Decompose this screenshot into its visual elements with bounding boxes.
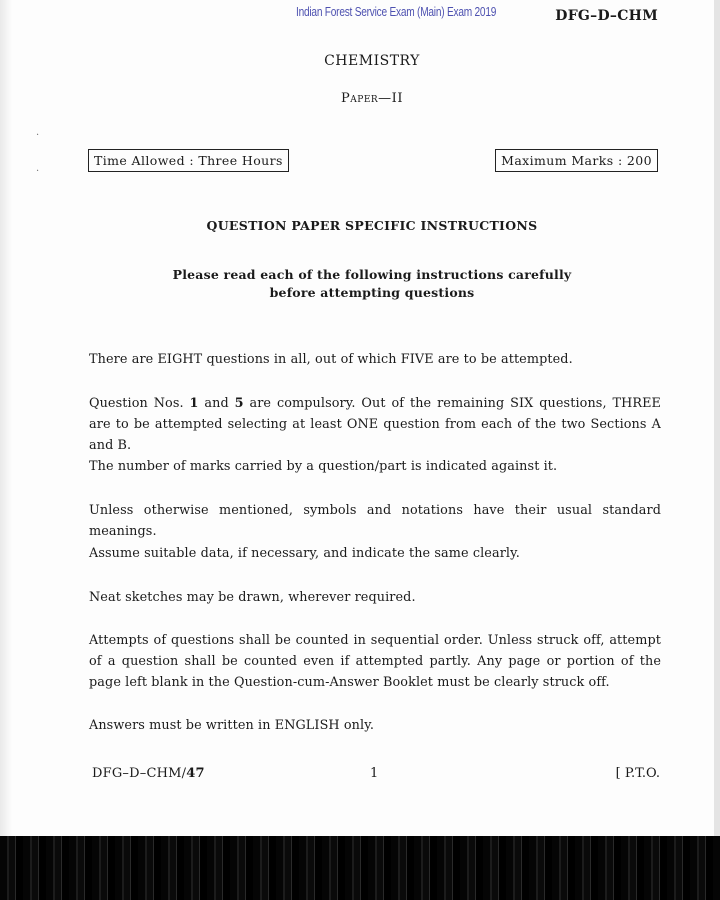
instruction-item-2	[89, 393, 661, 456]
footer-paper-code	[92, 766, 205, 781]
instruction-item-2-num2: 5	[234, 396, 244, 411]
instruction-item-7: Attempts of questions shall be counted in sequential order. Unless struck off, attempt of a question shall be counted even if attempted partly. Any page or portion of the page left blank in the Question-cum-Answer Booklet must be clearly struck off.	[89, 633, 661, 690]
maximum-marks-box: Maximum Marks : 200	[495, 149, 658, 172]
instruction-item-8: Answers must be written in ENGLISH only.	[89, 718, 374, 733]
footer-page-number: 1	[370, 766, 379, 781]
instruction-item-2-num1: 1	[189, 396, 199, 411]
instruction-item-2-and: and	[198, 396, 235, 411]
scan-specks: · ·	[36, 130, 40, 177]
instructions-heading: QUESTION PAPER SPECIFIC INSTRUCTIONS	[206, 218, 538, 233]
scan-bottom-band	[0, 836, 720, 900]
scan-edge-right	[714, 0, 720, 836]
instruction-item-5: Assume suitable data, if necessary, and indicate the same clearly.	[89, 546, 520, 561]
instruction-item-1: There are EIGHT questions in all, out of which FIVE are to be attempted.	[89, 352, 573, 367]
scan-edge-left	[0, 0, 12, 836]
paper-code-header: DFG–D–CHM	[555, 8, 658, 24]
instruction-item-3: The number of marks carried by a question/part is indicated against it.	[89, 459, 558, 474]
read-notice-line-1: Please read each of the following instructions carefully	[172, 267, 572, 282]
read-notice	[0, 266, 720, 302]
instruction-item-2-prefix: Question Nos.	[89, 396, 190, 411]
read-notice-line-2: before attempting questions	[269, 285, 475, 300]
footer-pto: [ P.T.O.	[615, 766, 660, 781]
footer-code-number: 47	[186, 766, 205, 781]
instruction-item-6: Neat sketches may be drawn, wherever required.	[89, 590, 416, 605]
paper-title: Paper—II	[341, 91, 403, 106]
instruction-item-4: Unless otherwise mentioned, symbols and notations have their usual standard meanings.	[89, 503, 661, 539]
time-allowed-box: Time Allowed : Three Hours	[88, 149, 289, 172]
footer-code-prefix: DFG–D–CHM/	[92, 766, 187, 781]
watermark-stamp: Indian Forest Service Exam (Main) Exam 2019	[296, 4, 497, 19]
instruction-item-2-rest: are compulsory. Out of the remaining SIX questions, THREE are to be attempted selecting at least ONE question from each of the two Sections A and B.	[89, 396, 661, 453]
subject-title: CHEMISTRY	[324, 53, 420, 69]
